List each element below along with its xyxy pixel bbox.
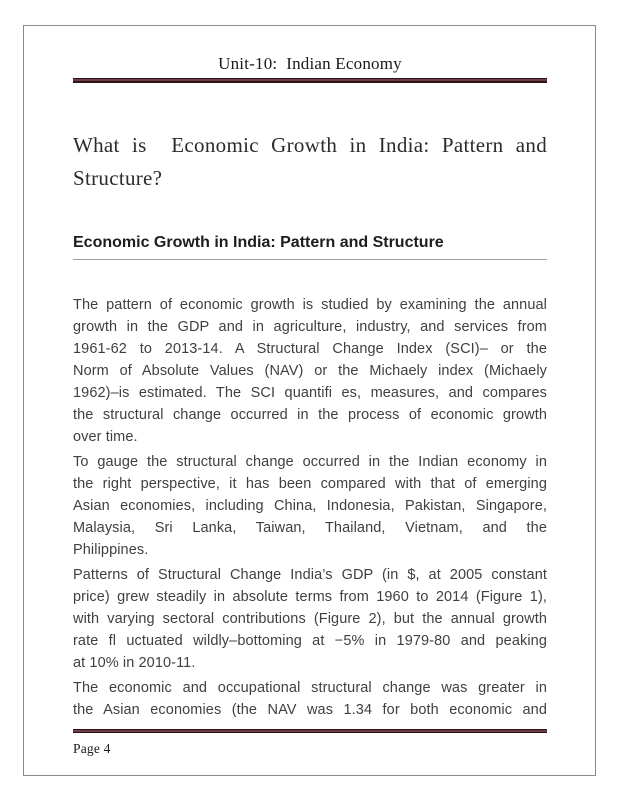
text-line: the structural change occurred in the process of economic growth: [73, 406, 547, 423]
document-page: [23, 25, 596, 776]
paragraph-1: [73, 294, 547, 448]
text-line: Structure?: [73, 165, 163, 190]
text-line: Philippines.: [73, 541, 149, 558]
text-line: What is Economic Growth in India: Pattern and: [73, 132, 547, 157]
text-line: over time.: [73, 428, 138, 445]
text-line: Norm of Absolute Values (NAV) or the Michaely index (Michaely: [73, 362, 547, 379]
text-line: Asian economies, including China, Indonesia, Pakistan, Singapore,: [73, 497, 547, 514]
section-heading: Economic Growth in India: Pattern and Structure: [73, 233, 547, 260]
text-line: with varying sectoral contributions (Figure 2), but the annual growth: [73, 610, 547, 627]
text-line: The economic and occupational structural change was greater in: [73, 679, 547, 696]
page-header: [73, 52, 547, 83]
text-line: at 10% in 2010-11.: [73, 654, 196, 671]
text-line: Patterns of Structural Change India’s GDP (in $, at 2005 constant: [73, 566, 547, 583]
text-line: To gauge the structural change occurred in the Indian economy in: [73, 453, 547, 470]
header-title: Unit-10: Indian Economy: [218, 54, 402, 73]
text-line: The pattern of economic growth is studied by examining the annual: [73, 296, 547, 313]
header-rule: [73, 78, 547, 83]
page-footer: [73, 729, 547, 758]
text-line: Malaysia, Sri Lanka, Taiwan, Thailand, Vietnam, and the: [73, 519, 547, 536]
paragraph-3: [73, 564, 547, 674]
paragraph-2: [73, 451, 547, 561]
paragraph-4: [73, 677, 547, 721]
body-text: [73, 294, 547, 721]
text-line: 1961-62 to 2013-14. A Structural Change Index (SCI)– or the: [73, 340, 547, 357]
text-line: the Asian economies (the NAV was 1.34 for both economic and: [73, 701, 547, 718]
text-line: growth in the GDP and in agriculture, industry, and services from: [73, 318, 547, 335]
main-title: [73, 129, 547, 195]
page-number-label: Page 4: [73, 741, 111, 756]
text-line: price) grew steadily in absolute terms from 1960 to 2014 (Figure 1),: [73, 588, 547, 605]
footer-rule: [73, 729, 547, 734]
text-line: 1962)–is estimated. The SCI quantifi es, measures, and compares: [73, 384, 547, 401]
text-line: rate fl uctuated wildly–bottoming at −5% in 1979-80 and peaking: [73, 632, 547, 649]
text-line: the right perspective, it has been compared with that of emerging: [73, 475, 547, 492]
